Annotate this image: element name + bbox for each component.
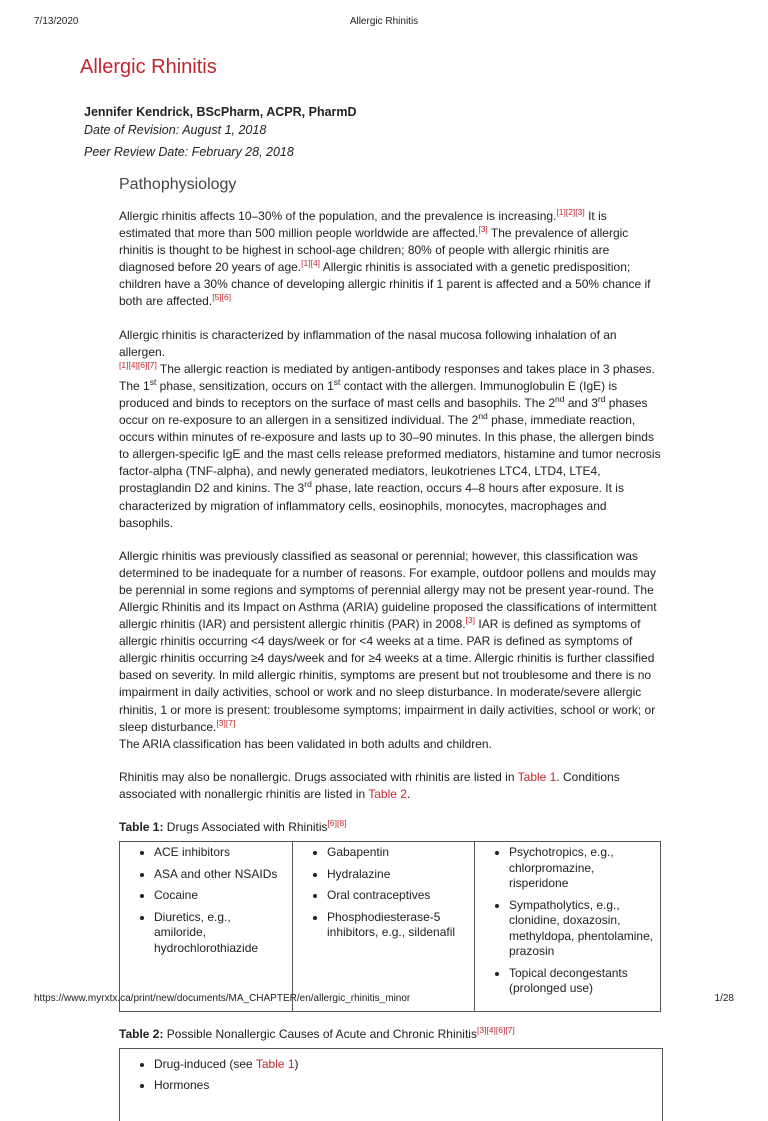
table-label: Table 2:: [119, 1026, 164, 1041]
list-item: • Sympatholytics, e.g., clonidine, doxazosin, methyldopa, phentolamine, prazosin: [509, 898, 654, 960]
text: ): [294, 1056, 299, 1071]
table-label: Table 1:: [119, 820, 164, 834]
text: . Conditions associated with nonallergic rhinitis are listed in: [119, 769, 620, 801]
text: and 3: [564, 395, 598, 410]
citation-ref[interactable]: [6][8]: [327, 818, 347, 828]
text: The ARIA classification has been validated in both adults and children.: [119, 736, 492, 751]
text: Rhinitis may also be nonallergic. Drugs associated with rhinitis are listed in: [119, 769, 518, 784]
print-header: [34, 16, 734, 30]
drug-list: [483, 845, 654, 997]
page-title: Allergic Rhinitis: [80, 56, 217, 78]
ordinal-suffix: nd: [555, 393, 565, 404]
text: IAR is defined as symptoms of allergic rhinitis occurring <4 days/week or for <4 weeks at a time. PAR is defined as symptoms of allergic rhinitis occurring ≥4 days/week and for ≥4 weeks at a time. Allergic rhinitis is further classified based on severity. In mild allergic rhinitis, symptoms are present but not troublesome and there is no impairment in daily activities, school or work and no sleep disturbance. In moderate/severe allergic rhinitis, 1 or more is present: troublesome symptoms; impairment in daily activities, school or work; or sleep disturbance.: [119, 617, 656, 734]
text: Allergic rhinitis affects 10–30% of the population, and the prevalence is increasing.: [119, 209, 557, 223]
list-item: [154, 1057, 656, 1073]
ordinal-suffix: st: [333, 376, 341, 387]
citation-ref[interactable]: [3][7]: [216, 717, 236, 728]
citation-ref[interactable]: [3]: [478, 224, 488, 235]
table-cell: [475, 842, 661, 1012]
list-item: • Phosphodiesterase-5 inhibitors, e.g., sildenafil: [327, 910, 468, 941]
table-1-caption: [119, 819, 661, 835]
table-cell: [293, 842, 475, 1012]
paragraph-3: [119, 548, 661, 753]
drugs-table: [119, 841, 661, 1012]
section-heading: Pathophysiology: [119, 176, 237, 193]
list-item: • Hormones: [154, 1078, 656, 1094]
peer-review-date: Peer Review Date: February 28, 2018: [84, 145, 294, 159]
list-item: • Gabapentin: [327, 845, 468, 861]
ordinal-suffix: nd: [478, 411, 488, 422]
ordinal-suffix: st: [149, 376, 157, 387]
text: phase, late reaction, occurs 4–8 hours after exposure. It is characterized by migration of inflammatory cells, eosinophils, monocytes, macrophages and basophils.: [119, 481, 624, 530]
table-caption-text: Drugs Associated with Rhinitis: [163, 820, 328, 834]
table-2-link[interactable]: Table 2: [368, 786, 407, 801]
author-name: Jennifer Kendrick, BScPharm, ACPR, PharmD: [84, 105, 357, 119]
print-title: Allergic Rhinitis: [349, 16, 419, 27]
citation-ref[interactable]: [3][4][6][7]: [476, 1024, 515, 1035]
citation-ref[interactable]: [1][4][6][7]: [119, 359, 157, 370]
paragraph-2: [119, 327, 661, 532]
table-cell: [120, 842, 293, 1012]
text: The allergic reaction is mediated by antigen-antibody responses and takes place in 3 phases. The 1: [119, 361, 655, 393]
text: Drug-induced (see: [154, 1056, 256, 1071]
page-number: 1/28: [714, 993, 734, 1004]
paragraph-4: [119, 769, 661, 803]
revision-date: Date of Revision: August 1, 2018: [84, 123, 267, 137]
table-row: [120, 842, 661, 1012]
text: contact with the allergen. Immunoglobulin E (IgE) is produced and binds to receptors on the surface of mast cells and basophils. The 2: [119, 378, 618, 410]
paragraph-1: [119, 208, 661, 311]
print-date: 7/13/2020: [34, 16, 79, 27]
list-item: • ASA and other NSAIDs: [154, 867, 286, 883]
drug-list: [301, 845, 468, 941]
text: Allergic rhinitis is characterized by inflammation of the nasal mucosa following inhalation of an allergen.: [119, 327, 617, 359]
list-item: • Cocaine: [154, 888, 286, 904]
text: Allergic rhinitis was previously classified as seasonal or perennial; however, this classification was determined to be inadequate for a number of reasons. For example, outdoor pollens and moulds may be perennial in some regions and symptoms of perennial allergy may not be present year-round. The Allergic Rhinitis and its Impact on Asthma (ARIA) guideline proposed the classifications of intermittent allergic rhinitis (IAR) and persistent allergic rhinitis (PAR) in 2008.: [119, 548, 657, 632]
text: The prevalence of allergic rhinitis is thought to be highest in school-age children; 80% of people with allergic rhinitis are diagnosed before 20 years of age.: [119, 226, 629, 275]
list-item: • Oral contraceptives: [327, 888, 468, 904]
table-caption-text: Possible Nonallergic Causes of Acute and Chronic Rhinitis: [163, 1026, 477, 1041]
citation-ref[interactable]: [1][2][3]: [556, 207, 585, 217]
print-footer: [34, 993, 734, 1007]
list-item: • ACE inhibitors: [154, 845, 286, 861]
ordinal-suffix: rd: [597, 393, 606, 404]
article-body: [119, 208, 661, 1121]
text: phase, sensitization, occurs on 1: [156, 378, 334, 393]
table-1-link[interactable]: Table 1: [517, 769, 557, 784]
text: Allergic rhinitis is associated with a genetic predisposition; children have a 30% chance of developing allergic rhinitis if 1 parent is affected and a 50% chance if both are affected.: [119, 260, 651, 309]
text: phases occur on re-exposure to an allergen in a sensitized individual. The 2: [119, 395, 648, 428]
causes-table: [119, 1048, 663, 1121]
print-url: https://www.myrxtx.ca/print/new/documents/MA_CHAPTER/en/allergic_rhinitis_minor: [34, 993, 411, 1004]
list-item: • Topical decongestants (prolonged use): [509, 966, 654, 997]
drug-list: [128, 845, 286, 956]
list-item: • Diuretics, e.g., amiloride, hydrochlorothiazide: [154, 910, 286, 957]
citation-ref[interactable]: [3]: [465, 615, 476, 626]
list-item: • Psychotropics, e.g., chlorpromazine, risperidone: [509, 845, 654, 892]
ordinal-suffix: rd: [304, 479, 312, 490]
table-1-link[interactable]: Table 1: [255, 1056, 295, 1071]
text: .: [406, 786, 411, 801]
list-item: • Hydralazine: [327, 867, 468, 883]
table-2-caption: [119, 1026, 661, 1042]
citation-ref[interactable]: [1][4]: [301, 258, 321, 269]
text: phase, immediate reaction, occurs within minutes of re-exposure and lasts up to 30–90 minutes. In this phase, the allergen binds to allergen-specific IgE and the mast cells release preformed mediators, histamine and tumor necrosis factor-alpha (TNF-alpha), and newly generated mediators, leukotrienes LTC4, LTD4, LTE4, prostaglandin D2 and kinins. The 3: [119, 413, 661, 496]
causes-list: [128, 1057, 656, 1094]
text: It is estimated that more than 500 million people worldwide are affected.: [119, 209, 607, 241]
citation-ref[interactable]: [5][6]: [212, 292, 232, 303]
